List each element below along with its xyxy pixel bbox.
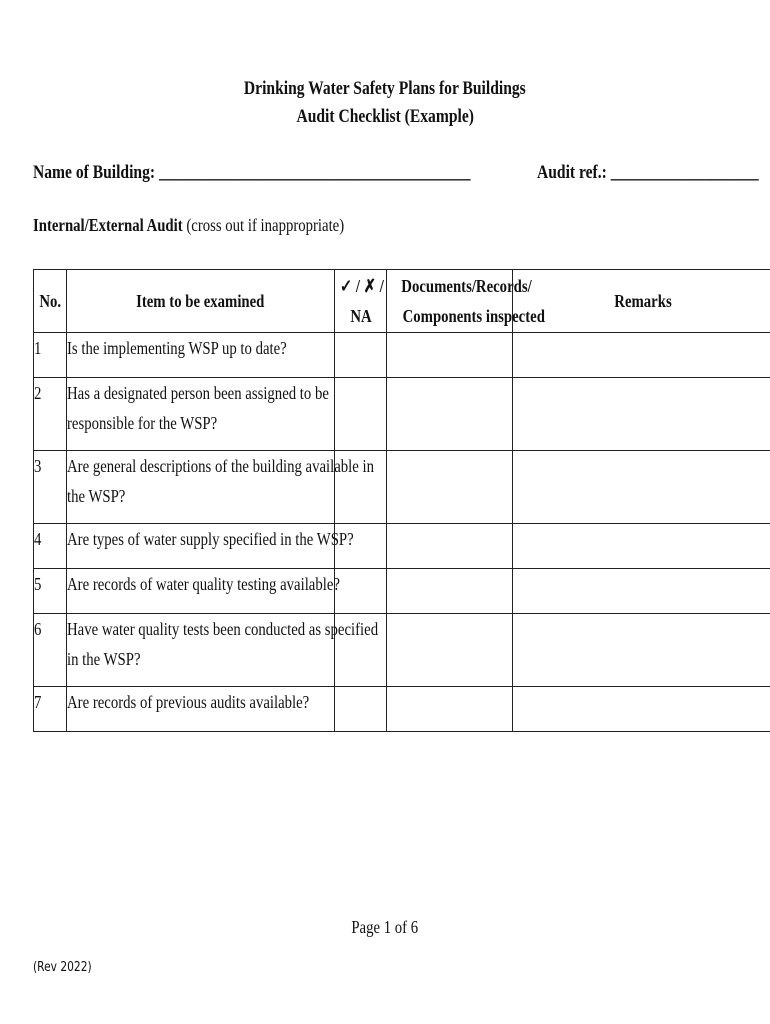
- table-row: [34, 524, 770, 569]
- page-number: Page 1 of 6: [351, 917, 419, 937]
- row-documents-cell[interactable]: [387, 687, 513, 732]
- revision-note: (Rev 2022): [33, 960, 92, 975]
- audit-type-label: Internal/External Audit: [33, 215, 183, 235]
- table-row: [34, 569, 770, 614]
- row-item: Has a designated person been assigned to be responsible for the WSP?: [67, 378, 335, 451]
- row-check-cell[interactable]: [335, 378, 387, 451]
- row-remarks-cell[interactable]: [513, 524, 770, 569]
- row-remarks-cell[interactable]: [513, 569, 770, 614]
- row-check-cell[interactable]: [335, 333, 387, 378]
- table-row: [34, 378, 770, 451]
- header-remarks: Remarks: [513, 270, 770, 333]
- building-name-field: Name of Building: ________________________________________: [33, 162, 471, 183]
- row-check-cell[interactable]: [335, 569, 387, 614]
- row-item: Are general descriptions of the building available in the WSP?: [67, 451, 335, 524]
- row-remarks-cell[interactable]: [513, 687, 770, 732]
- row-documents-cell[interactable]: [387, 333, 513, 378]
- row-number: 4: [34, 524, 67, 569]
- row-number: 6: [34, 614, 67, 687]
- row-number: 2: [34, 378, 67, 451]
- row-number: 5: [34, 569, 67, 614]
- row-remarks-cell[interactable]: [513, 451, 770, 524]
- row-check-cell[interactable]: [335, 687, 387, 732]
- table-row: [34, 333, 770, 378]
- row-remarks-cell[interactable]: [513, 614, 770, 687]
- audit-ref-field: Audit ref.: ___________________: [537, 162, 759, 183]
- row-documents-cell[interactable]: [387, 378, 513, 451]
- table-row: [34, 614, 770, 687]
- row-item: Is the implementing WSP up to date?: [67, 333, 335, 378]
- row-number: 1: [34, 333, 67, 378]
- audit-type-note: (cross out if inappropriate): [182, 215, 345, 235]
- header-no: No.: [34, 270, 67, 333]
- row-remarks-cell[interactable]: [513, 378, 770, 451]
- table-row: [34, 451, 770, 524]
- row-item: Are records of previous audits available?: [67, 687, 335, 732]
- row-item: Are records of water quality testing available?: [67, 569, 335, 614]
- document-subtitle: Audit Checklist (Example): [296, 106, 474, 127]
- header-item: Item to be examined: [67, 270, 335, 333]
- row-number: 3: [34, 451, 67, 524]
- row-documents-cell[interactable]: [387, 524, 513, 569]
- table-header-row: [34, 270, 770, 333]
- header-documents: Documents/Records/ Components inspected: [387, 270, 513, 333]
- row-item: Are types of water supply specified in the WSP?: [67, 524, 335, 569]
- document-title: Drinking Water Safety Plans for Buildings: [244, 78, 526, 99]
- header-check: ✓ / ✗ / NA: [335, 270, 387, 333]
- row-documents-cell[interactable]: [387, 569, 513, 614]
- table-row: [34, 687, 770, 732]
- audit-checklist-table: [33, 269, 770, 732]
- row-documents-cell[interactable]: [387, 451, 513, 524]
- audit-type-line: [33, 214, 412, 236]
- row-remarks-cell[interactable]: [513, 333, 770, 378]
- row-documents-cell[interactable]: [387, 614, 513, 687]
- row-number: 7: [34, 687, 67, 732]
- row-item: Have water quality tests been conducted as specified in the WSP?: [67, 614, 335, 687]
